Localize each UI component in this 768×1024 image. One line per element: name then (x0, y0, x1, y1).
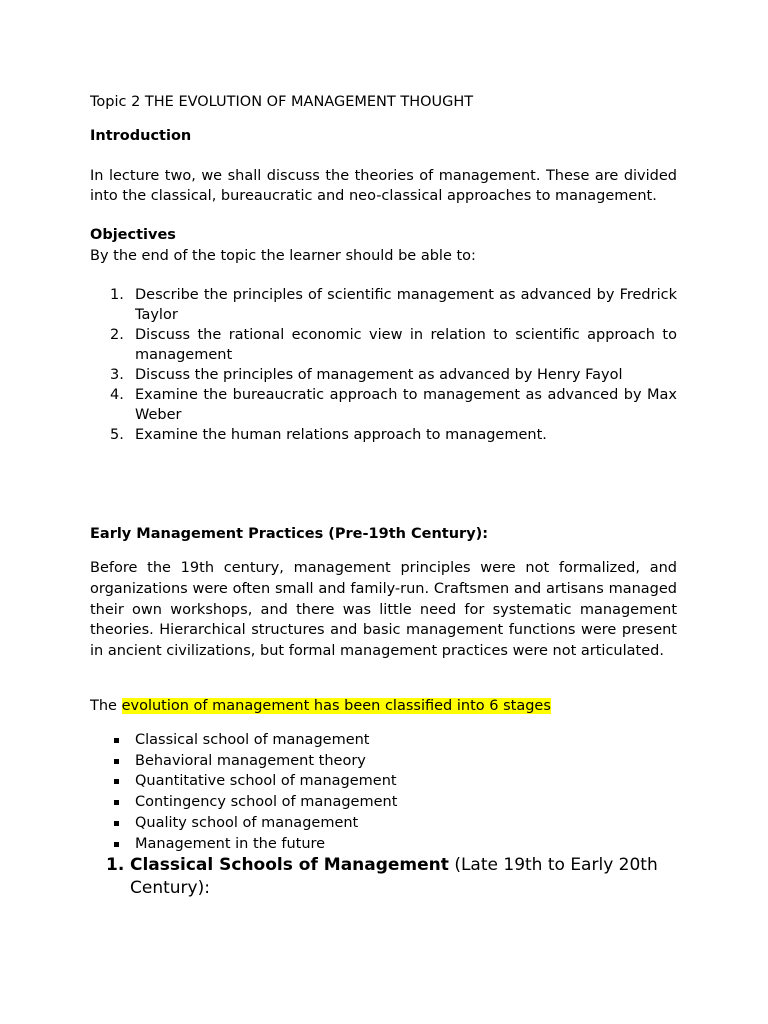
objective-text: Discuss the principles of management as advanced by Henry Fayol (135, 367, 623, 383)
objective-item (90, 325, 677, 365)
early-practices-heading: Early Management Practices (Pre-19th Century): (90, 526, 489, 542)
objectives-list (90, 285, 677, 445)
classical-schools-title: Classical Schools of Management (130, 855, 449, 875)
stage-text: Quantitative school of management (135, 773, 397, 790)
section-number: 1. (106, 855, 125, 875)
classical-schools-heading (90, 854, 677, 900)
objectives-lead: By the end of the topic the learner should be able to: (90, 248, 476, 264)
stage-text: Management in the future (135, 835, 326, 852)
topic-title: Topic 2 THE EVOLUTION OF MANAGEMENT THOUGHT (90, 94, 474, 110)
classical-schools-period: (Late 19th to Early 20th Century): (130, 855, 658, 898)
stage-text: Quality school of management (135, 814, 359, 831)
introduction-paragraph: In lecture two, we shall discuss the theories of management. These are divided into the classical, bureaucratic and neo-classical approaches to management. (90, 168, 677, 204)
square-bullet-icon (114, 738, 119, 743)
objective-number: 2. (110, 327, 124, 343)
evolution-highlight: evolution of management has been classified into 6 stages (121, 698, 551, 714)
stage-item (90, 730, 677, 751)
stages-list (90, 730, 677, 854)
objective-number: 5. (110, 427, 124, 443)
objective-item (90, 285, 677, 325)
stage-item (90, 813, 677, 834)
stage-text: Contingency school of management (135, 794, 398, 811)
evolution-statement (90, 696, 551, 716)
classical-schools-text (90, 854, 677, 900)
stage-text: Classical school of management (135, 732, 370, 748)
objective-text: Describe the principles of scientific management as advanced by Fredrick Taylor (135, 287, 677, 323)
square-bullet-icon (114, 800, 119, 805)
objective-number: 3. (110, 367, 124, 383)
square-bullet-icon (114, 821, 119, 826)
stage-item (90, 792, 677, 813)
square-bullet-icon (114, 842, 119, 847)
objective-number: 4. (110, 387, 124, 403)
objectives-heading: Objectives (90, 227, 176, 243)
objective-item (90, 365, 677, 385)
objective-text: Examine the human relations approach to management. (135, 427, 547, 443)
stage-item (90, 751, 677, 772)
square-bullet-icon (114, 779, 119, 784)
stage-item (90, 771, 677, 792)
stage-item (90, 834, 677, 855)
objective-item (90, 385, 677, 425)
objective-text: Discuss the rational economic view in relation to scientific approach to management (135, 327, 677, 363)
early-practices-paragraph: Before the 19th century, management principles were not formalized, and organizations were often small and family-run. Craftsmen and artisans managed their own workshops, and there was little need for systematic management theories. Hierarchical structures and basic management functions were present in ancient civilizations, but formal management practices were not articulated. (90, 560, 677, 660)
stage-text: Behavioral management theory (135, 752, 366, 769)
introduction-heading: Introduction (90, 128, 192, 144)
evolution-prefix: The (90, 698, 122, 714)
square-bullet-icon (114, 759, 119, 764)
objective-item (90, 425, 677, 445)
objective-number: 1. (110, 287, 124, 303)
objective-text: Examine the bureaucratic approach to management as advanced by Max Weber (135, 387, 677, 423)
